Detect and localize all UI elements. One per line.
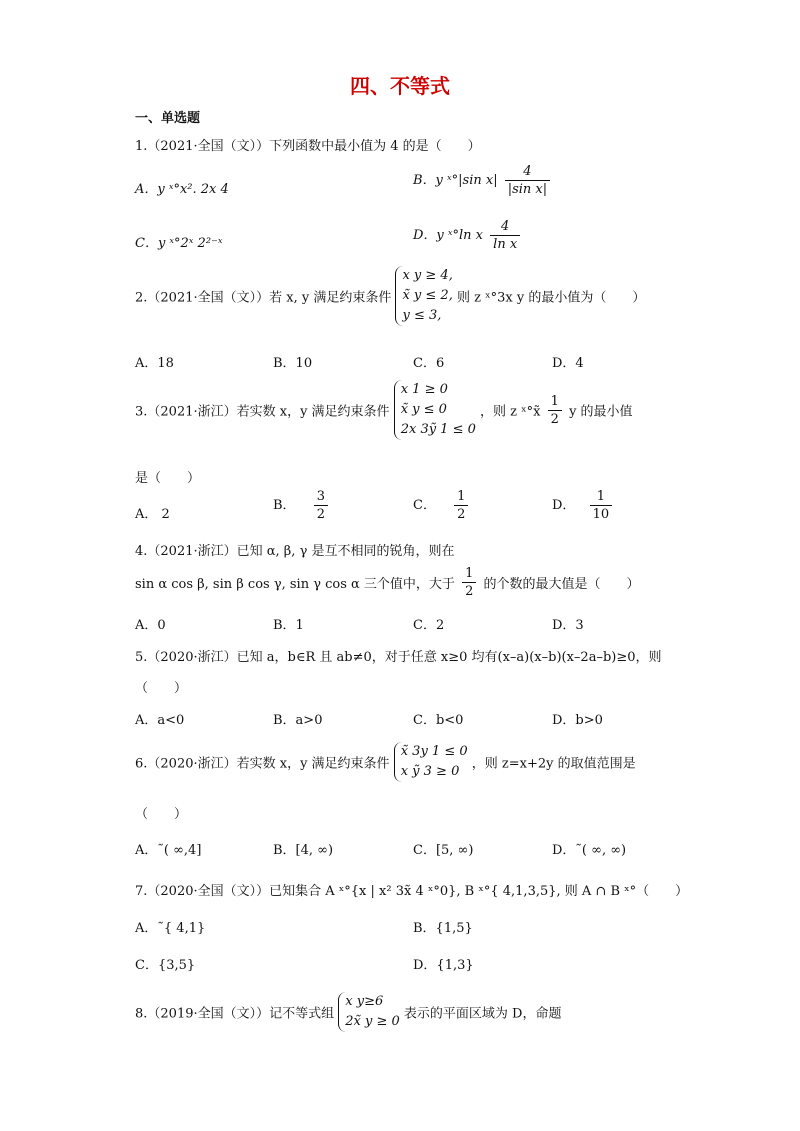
q6-stem: 6.（2020·浙江）若实数 x，y 满足约束条件 [135, 756, 390, 772]
q1-option-d [413, 218, 523, 253]
q3-stem: 3.（2021·浙江）若实数 x，y 满足约束条件 [135, 404, 390, 420]
q7-option-b: B．{1,5} [413, 921, 473, 936]
q3-denominator: 2 [550, 411, 559, 427]
q1-b-denominator: |sin x| [507, 182, 548, 197]
q6-stem-end: ，则 z=x+2y 的取值范围是 [471, 756, 636, 772]
q3-objective-fraction [548, 393, 562, 428]
q3-option-b-label: B． [273, 498, 296, 513]
q3-constraint-2: x̃ y ≤ 0 [400, 402, 447, 417]
q6-constraint-system [394, 742, 468, 782]
q3-b-denominator: 2 [316, 507, 325, 522]
q6-constraint-2: x ỹ 3 ≥ 0 [400, 764, 460, 779]
q4-option-d: D．3 [552, 618, 584, 633]
q1-option-d-text: D．y ˣ°ln x [413, 228, 484, 243]
q4-numerator: 1 [462, 565, 476, 583]
q5-option-a: A．a<0 [135, 713, 185, 728]
q4-option-a: A．0 [135, 618, 166, 633]
section-heading: 一、单选题 [135, 111, 201, 126]
q3-option-c-fraction [454, 488, 468, 523]
q3-constraint-system [394, 380, 476, 440]
q6-option-c: C．[5, ∞) [413, 843, 474, 858]
q3-option-b [273, 488, 331, 523]
q8-inequality-1: x y≥6 [345, 994, 384, 1009]
q6-option-a: A．˜( ∞,4] [135, 843, 202, 858]
q6-constraint-1: x̃ 3y 1 ≤ 0 [400, 744, 468, 759]
q2-constraint-1: x y ≥ 4, [402, 268, 453, 283]
question-8 [135, 992, 561, 1032]
question-3 [135, 380, 633, 440]
q4-line2-end: 的个数的最大值是（ ） [483, 577, 640, 592]
q6-continuation: （ ） [135, 807, 188, 822]
question-5-stem: 5.（2020·浙江）已知 a，b∈R 且 ab≠0，对于任意 x≥0 均有(x–a)(x–b)(x–2a–b)≥0，则 [135, 650, 662, 665]
q4-option-b: B．1 [273, 618, 304, 633]
q8-stem-end: 表示的平面区域为 D，命题 [403, 1006, 562, 1022]
q7-option-a: A．˜{ 4,1} [135, 921, 206, 936]
q2-option-d: D．4 [552, 356, 584, 371]
q3-constraint-1: x 1 ≥ 0 [400, 382, 448, 397]
q2-option-a: A．18 [135, 356, 174, 371]
q3-b-numerator: 3 [314, 488, 328, 506]
q1-option-b [413, 163, 553, 198]
q7-option-d: D．{1,3} [413, 958, 474, 973]
q5-option-d: D．b>0 [552, 713, 603, 728]
q3-numerator: 1 [548, 393, 562, 411]
q2-option-c: C．6 [413, 356, 445, 371]
q2-constraint-3: y ≤ 3, [402, 308, 442, 323]
q5-option-c: C．b<0 [413, 713, 464, 728]
q1-d-numerator: 4 [490, 218, 520, 236]
q1-option-b-fraction [505, 163, 550, 198]
q7-option-c: C．{3,5} [135, 958, 196, 973]
q2-constraint-2: x̃ y ≤ 2, [402, 288, 453, 303]
question-4-line2 [135, 565, 640, 600]
q1-option-b-text: B．y ˣ°|sin x| [413, 173, 498, 188]
q3-continuation: 是（ ） [135, 471, 201, 486]
q3-option-d-label: D． [552, 498, 576, 513]
q4-fraction [462, 565, 476, 600]
q2-option-b: B．10 [273, 356, 313, 371]
q1-option-c: C．y ˣ°2ˣ 2²⁻ˣ [135, 236, 223, 251]
q3-d-denominator: 10 [592, 507, 610, 522]
q1-option-d-fraction [490, 218, 520, 253]
q1-b-numerator: 4 [505, 163, 550, 181]
q2-stem-end: 则 z ˣ°3x y 的最小值为（ ） [456, 290, 646, 306]
q8-inequality-system [338, 992, 400, 1032]
question-2 [135, 266, 645, 326]
question-4-stem: 4.（2021·浙江）已知 α, β, γ 是互不相同的锐角，则在 [135, 544, 455, 559]
q2-stem: 2.（2021·全国（文））若 x, y 满足约束条件 [135, 290, 392, 306]
q3-option-b-fraction [314, 488, 328, 523]
q3-d-numerator: 1 [590, 488, 613, 506]
q3-c-numerator: 1 [454, 488, 468, 506]
q8-inequality-2: 2x̃ y ≥ 0 [345, 1014, 400, 1029]
q3-objective: ，则 z ˣ°x̃ [480, 404, 541, 420]
q3-c-denominator: 2 [457, 507, 466, 522]
question-1-stem: 1.（2021·全国（文））下列函数中最小值为 4 的是（ ） [135, 139, 481, 154]
q4-denominator: 2 [465, 584, 474, 599]
q8-stem: 8.（2019·全国（文））记不等式组 [135, 1006, 335, 1022]
q3-constraint-3: 2x 3ỹ 1 ≤ 0 [400, 422, 476, 437]
q6-option-d: D．˜( ∞, ∞) [552, 843, 627, 858]
q3-option-d-fraction [590, 488, 613, 523]
q2-constraint-system [395, 266, 452, 326]
q5-option-b: B．a>0 [273, 713, 323, 728]
q1-d-denominator: ln x [493, 237, 518, 252]
q3-option-c [413, 488, 471, 523]
q3-option-c-label: C． [413, 498, 436, 513]
page-title: 四、不等式 [350, 74, 450, 98]
q3-option-a: A． 2 [135, 507, 170, 522]
q4-line2-text: sin α cos β, sin β cos γ, sin γ cos α 三个值中，大于 [135, 577, 455, 592]
q6-option-b: B．[4, ∞) [273, 843, 334, 858]
q3-option-d [552, 488, 615, 523]
q3-stem-end: y 的最小值 [569, 404, 633, 420]
q1-option-a: A．y ˣ°x². 2x 4 [135, 182, 229, 197]
q4-option-c: C．2 [413, 618, 445, 633]
q5-continuation: （ ） [135, 681, 188, 696]
question-7-stem: 7.（2020·全国（文））已知集合 A ˣ°{x | x² 3x̃ 4 ˣ°0}, B ˣ°{ 4,1,3,5}, 则 A ∩ B ˣ°（ ） [135, 884, 689, 899]
question-6 [135, 742, 636, 782]
